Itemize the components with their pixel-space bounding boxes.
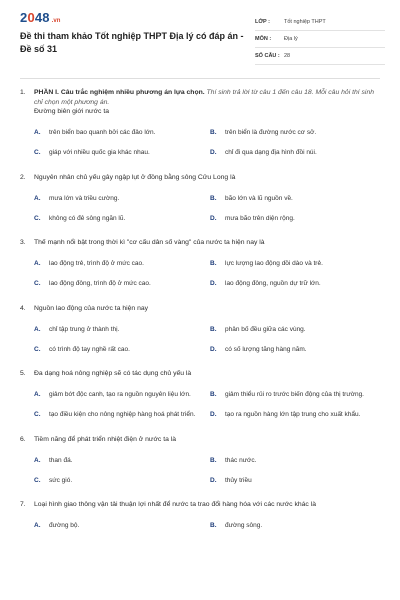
option-text: giáp với nhiều quốc gia khác nhau.: [49, 149, 150, 156]
option-text: bão lớn và lũ nguồn về.: [225, 194, 293, 202]
question-item: [20, 304, 382, 355]
answer-option[interactable]: [210, 475, 382, 485]
answer-option[interactable]: [210, 193, 382, 203]
answer-options: [20, 390, 382, 420]
option-letter: A.: [34, 391, 41, 398]
option-letter: C.: [34, 280, 41, 287]
answer-option[interactable]: [34, 410, 206, 420]
option-text: phân bố đều giữa các vùng.: [225, 325, 306, 333]
option-text: lao động trẻ, trình độ ở mức cao.: [49, 260, 144, 267]
question-text: [34, 173, 382, 183]
question-text: [34, 304, 382, 314]
site-logo[interactable]: [20, 10, 60, 24]
meta-value: Tốt nghiệp THPT: [284, 19, 326, 25]
option-letter: D.: [210, 411, 217, 418]
option-letter: C.: [34, 345, 41, 353]
answer-option[interactable]: [34, 455, 206, 465]
question-text: [34, 369, 382, 379]
question-item: [20, 435, 382, 486]
question-stem: Thế mạnh nổi bật trong thời kì "cơ cấu dân số vàng" của nước ta hiện nay là: [34, 239, 265, 246]
option-text: giảm thiểu rủi ro trước biến động của thị trường.: [225, 391, 364, 398]
question-text: [34, 500, 382, 510]
meta-row-subject: [255, 31, 385, 48]
question-header: [20, 435, 382, 445]
question-stem: Loại hình giao thông vận tải thuận lợi nhất để nước ta trao đổi hàng hóa với các nước khác là: [34, 501, 316, 508]
option-letter: C.: [34, 411, 41, 418]
option-text: tạo điều kiện cho nông nghiệp hàng hoá phát triển.: [49, 411, 196, 418]
option-text: đường bộ.: [49, 522, 80, 529]
option-letter: B.: [210, 129, 217, 136]
question-header: [20, 238, 382, 248]
answer-option[interactable]: [210, 128, 382, 138]
option-letter: D.: [210, 345, 217, 353]
answer-options: [20, 128, 382, 158]
option-letter: B.: [210, 194, 217, 202]
question-text: [34, 88, 382, 117]
answer-option[interactable]: [210, 213, 382, 223]
option-text: lao động đông, trình độ ở mức cao.: [49, 280, 151, 287]
question-number: 7.: [20, 501, 26, 508]
meta-value: 28: [284, 53, 291, 59]
question-item: [20, 238, 382, 289]
answer-option[interactable]: [210, 148, 382, 158]
answer-options: [20, 324, 382, 354]
question-header: [20, 173, 382, 183]
question-stem: Đa dạng hoá nông nghiệp sẽ có tác dụng chủ yếu là: [34, 370, 192, 377]
option-letter: A.: [34, 456, 41, 464]
question-header: [20, 369, 382, 379]
option-letter: B.: [210, 522, 217, 529]
option-letter: D.: [210, 476, 217, 484]
option-text: có số lượng tăng hàng năm.: [225, 345, 307, 353]
question-stem: Nguồn lao động của nước ta hiện nay: [34, 304, 149, 312]
meta-value: Địa lý: [284, 36, 298, 42]
question-text: [34, 238, 382, 248]
question-text: [34, 435, 382, 445]
meta-row-class: [255, 14, 385, 31]
option-letter: D.: [210, 280, 217, 287]
answer-options: [20, 193, 382, 223]
meta-label: MÔN :: [255, 36, 272, 42]
section-heading: PHẦN I. Câu trắc nghiệm nhiều phương án lựa chọn.: [34, 89, 205, 96]
document-title: Đề thi tham khảo Tốt nghiệp THPT Địa lý có đáp án - Đề số 31: [20, 31, 244, 54]
option-text: thác nước.: [225, 456, 257, 464]
answer-option[interactable]: [34, 344, 206, 354]
page-header: [0, 0, 400, 74]
section-instructions: Thí sinh trả lời từ câu 1 đến câu 18. Mỗi câu hỏi thí sinh chỉ chọn một phương án.: [34, 89, 375, 106]
question-header: [20, 88, 382, 117]
answer-options: [20, 259, 382, 289]
question-item: [20, 173, 382, 224]
question-stem: Tiềm năng để phát triển nhiệt điện ở nước ta là: [34, 435, 177, 443]
question-stem: Đường biên giới nước ta: [34, 108, 109, 115]
option-text: thủy triều: [225, 476, 252, 484]
question-header: [20, 500, 382, 510]
option-text: than đá.: [49, 456, 73, 464]
option-text: trên biển bao quanh bởi các đảo lớn.: [49, 129, 156, 136]
question-item: [20, 369, 382, 420]
option-text: đường sông.: [225, 522, 263, 529]
option-text: không có đê sông ngăn lũ.: [49, 214, 126, 222]
question-list: [20, 88, 382, 546]
answer-option[interactable]: [210, 324, 382, 334]
answer-option[interactable]: [34, 521, 206, 531]
question-number: 6.: [20, 435, 26, 443]
meta-row-count: [255, 48, 385, 65]
option-letter: B.: [210, 325, 217, 333]
option-letter: A.: [34, 194, 41, 202]
option-text: sức gió.: [49, 476, 73, 484]
answer-option[interactable]: [210, 521, 382, 531]
logo-text: 2048: [20, 10, 50, 25]
question-number: 5.: [20, 370, 26, 377]
option-text: chỉ tập trung ở thành thị.: [49, 325, 120, 333]
option-text: trên biển là đường nước cơ sở.: [225, 129, 317, 136]
option-letter: D.: [210, 214, 217, 222]
option-text: tạo ra nguồn hàng lớn tập trung cho xuất khẩu.: [225, 411, 361, 418]
answer-option[interactable]: [34, 279, 206, 289]
option-letter: A.: [34, 325, 41, 333]
option-letter: A.: [34, 522, 41, 529]
option-letter: C.: [34, 476, 41, 484]
meta-label: SỐ CÂU :: [255, 53, 280, 59]
option-text: lực lượng lao động dồi dào và trẻ.: [225, 260, 323, 267]
question-number: 4.: [20, 304, 26, 312]
option-letter: C.: [34, 214, 41, 222]
answer-option[interactable]: [34, 390, 206, 400]
meta-label: LỚP :: [255, 19, 270, 25]
header-divider: [20, 78, 380, 79]
answer-option[interactable]: [34, 148, 206, 158]
option-letter: D.: [210, 149, 217, 156]
question-stem: Nguyên nhân chủ yếu gây ngập lụt ở đồng bằng sông Cửu Long là: [34, 173, 236, 181]
question-number: 3.: [20, 239, 26, 246]
answer-option[interactable]: [210, 279, 382, 289]
option-letter: B.: [210, 456, 217, 464]
answer-option[interactable]: [34, 475, 206, 485]
answer-option[interactable]: [34, 193, 206, 203]
option-letter: B.: [210, 391, 217, 398]
option-text: mưa bão trên diện rộng.: [225, 214, 295, 222]
answer-option[interactable]: [210, 344, 382, 354]
option-text: giảm bớt độc canh, tạo ra nguồn nguyên liệu lớn.: [49, 391, 191, 398]
answer-option[interactable]: [210, 410, 382, 420]
option-letter: A.: [34, 260, 41, 267]
option-text: có trình độ tay nghề rất cao.: [49, 345, 130, 353]
option-text: mưa lớn và triều cường.: [49, 194, 120, 202]
answer-option[interactable]: [34, 128, 206, 138]
answer-option[interactable]: [34, 259, 206, 269]
question-number: 2.: [20, 173, 26, 181]
logo-domain: .vn: [51, 18, 61, 24]
question-item: [20, 500, 382, 531]
option-text: lao động đông, nguồn dự trữ lớn.: [225, 280, 321, 287]
answer-options: [20, 455, 382, 485]
answer-options: [20, 521, 382, 531]
question-number: 1.: [20, 89, 26, 96]
option-text: chỉ đi qua dạng địa hình đồi núi.: [225, 149, 317, 156]
answer-option[interactable]: [210, 455, 382, 465]
answer-option[interactable]: [34, 213, 206, 223]
question-header: [20, 304, 382, 314]
answer-option[interactable]: [210, 259, 382, 269]
option-letter: C.: [34, 149, 41, 156]
option-letter: B.: [210, 260, 217, 267]
answer-option[interactable]: [210, 390, 382, 400]
answer-option[interactable]: [34, 324, 206, 334]
question-item: [20, 88, 382, 158]
document-meta: [255, 14, 385, 65]
option-letter: A.: [34, 129, 41, 136]
